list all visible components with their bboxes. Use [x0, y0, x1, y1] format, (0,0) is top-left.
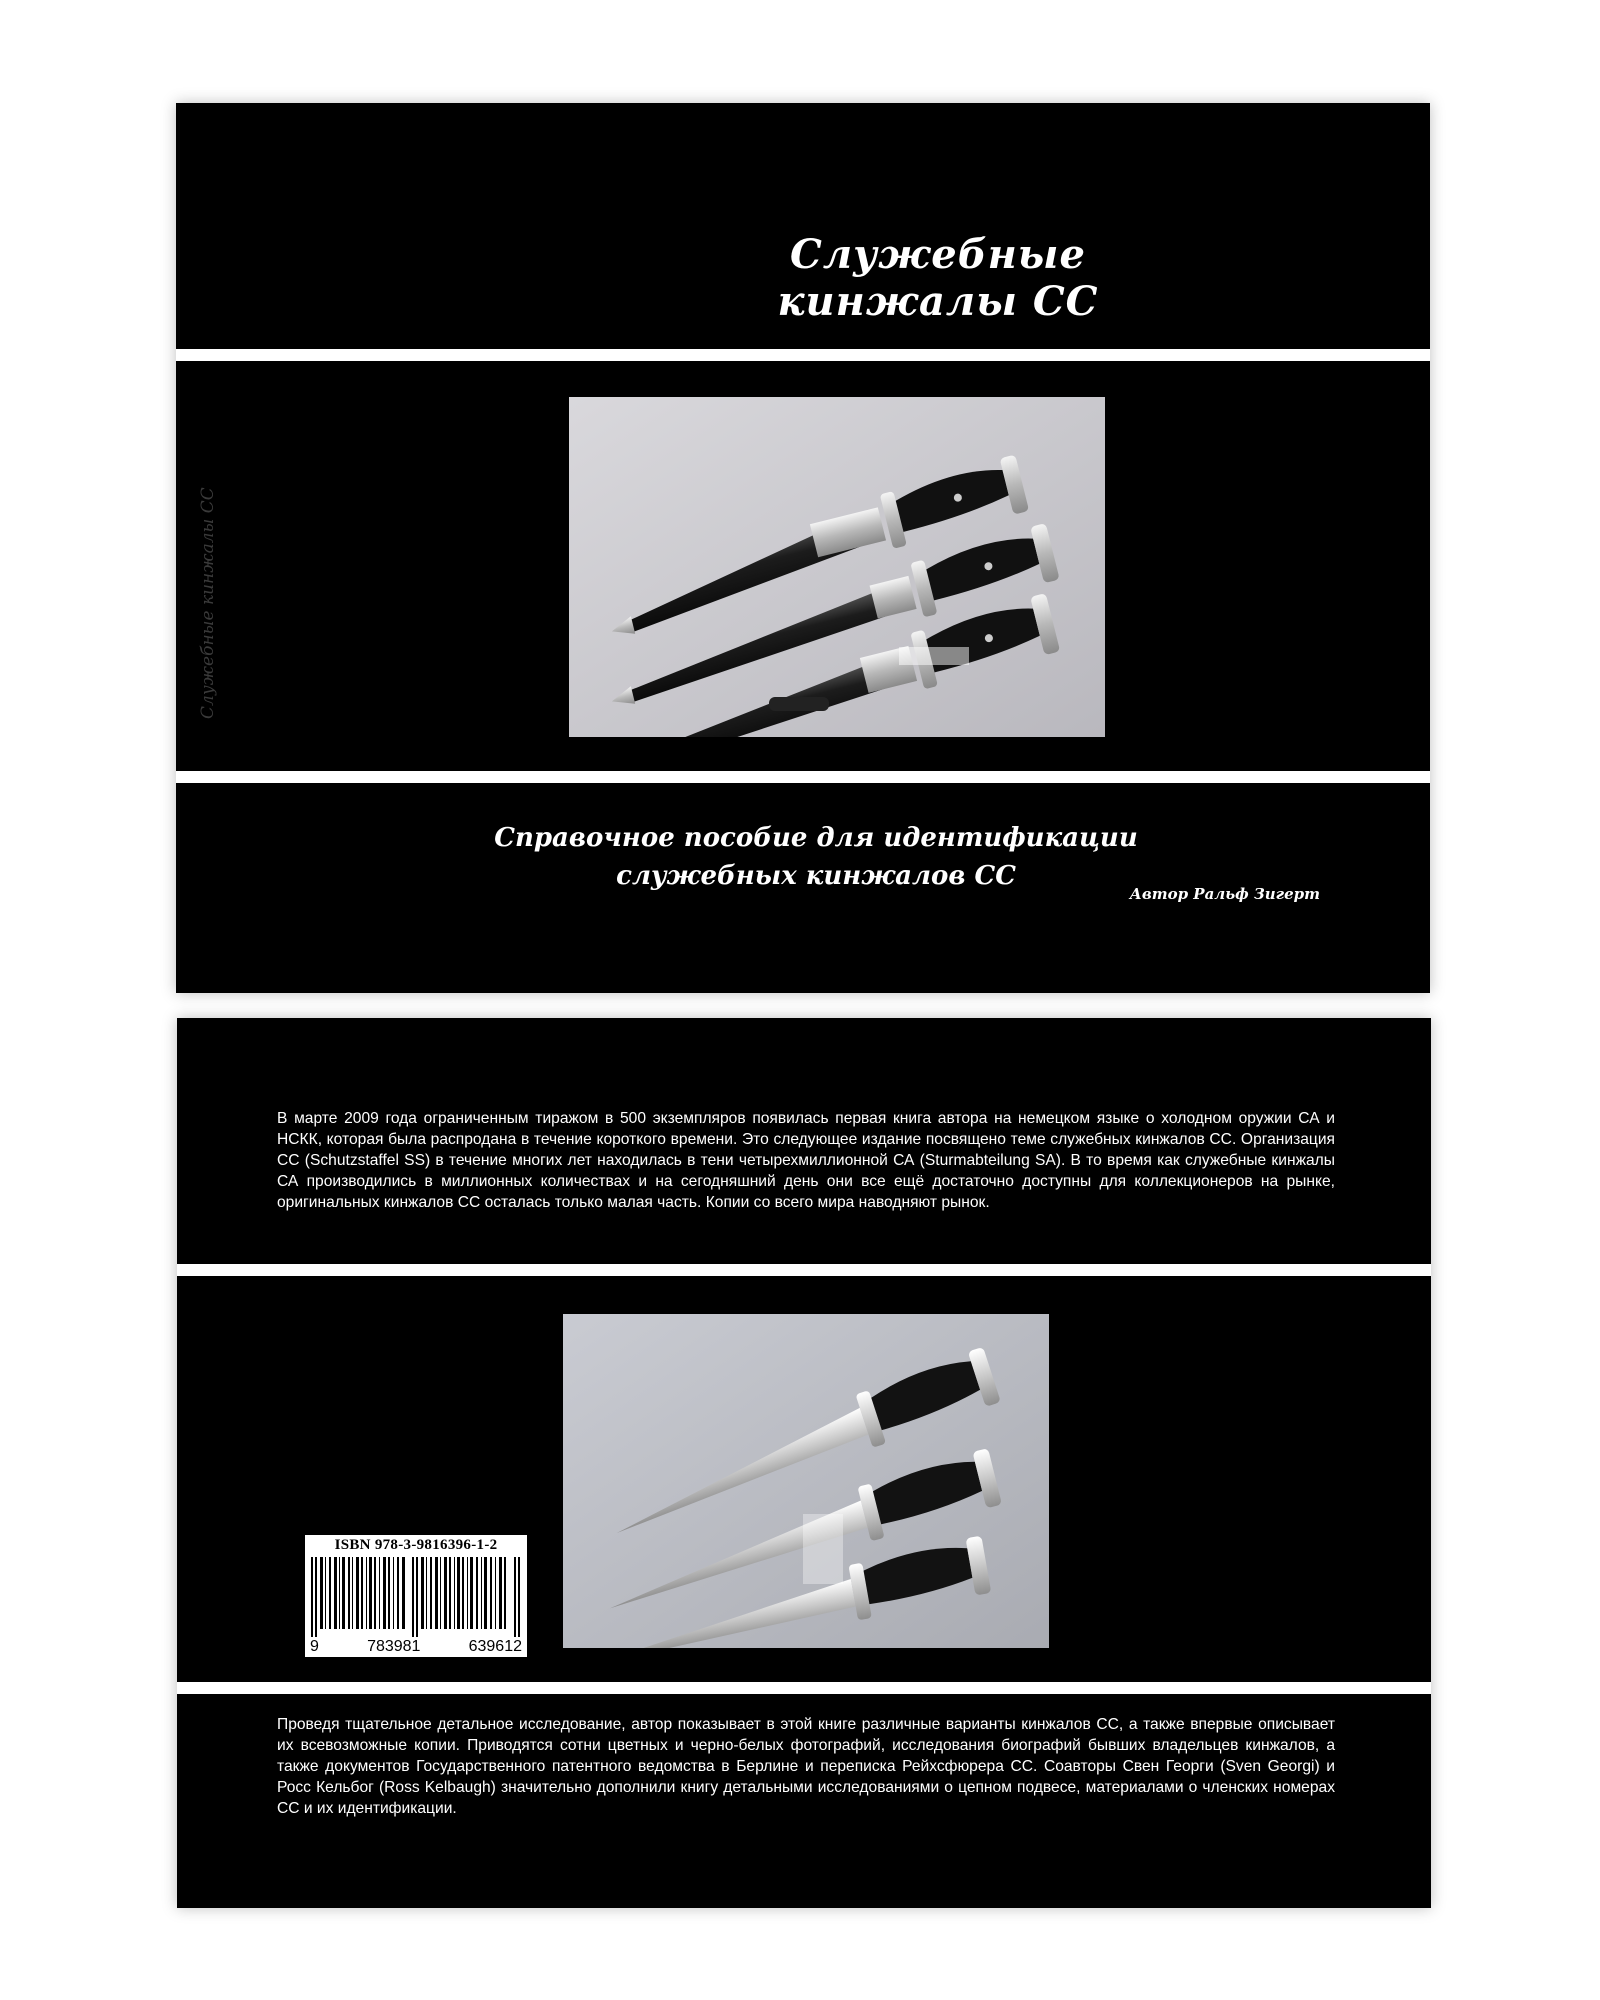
subtitle — [366, 819, 1266, 895]
unsheathed-daggers-photo — [563, 1314, 1049, 1648]
divider-band — [176, 771, 1430, 783]
front-cover — [176, 103, 1430, 993]
barcode-digits — [309, 1638, 523, 1656]
subtitle-line-2: служебных кинжалов СС — [616, 861, 1016, 891]
barcode-bars — [311, 1557, 521, 1637]
isbn-barcode — [305, 1535, 527, 1657]
author-name: Автор Ральф Зигерт — [1129, 885, 1320, 903]
back-cover — [177, 1018, 1431, 1908]
subtitle-line-1: Справочное пособие для идентификации — [494, 823, 1138, 853]
spine-title: Служебные кинжалы СС — [198, 487, 218, 719]
divider-band — [176, 349, 1430, 361]
barcode-digit-group: 783981 — [367, 1638, 421, 1655]
blurb-bottom: Проведя тщательное детальное исследование, автор показывает в этой книге различные варианты кинжалов СС, а также впервые описывает их всевозможные копии. Приводятся сотни цветных и черно-белых фотографий, исследования биографий бывших владельцев кинжалов, а также документов Государственного патентного ведомства в Берлине и переписка Рейхсфюрера СС. Соавторы Свен Георги (Sven Georgi) и Росс Кельбог (Ross Kelbaugh) значительно дополнили книгу детальными исследованиями о цепном подвесе, материалами о членских номерах СС и их идентификации. — [277, 1716, 1335, 1817]
divider-band — [177, 1682, 1431, 1694]
barcode-digit-group: 639612 — [468, 1638, 522, 1655]
daggers-illustration — [563, 1314, 1049, 1648]
divider-band — [177, 1264, 1431, 1276]
sheathed-daggers-photo — [569, 397, 1105, 737]
daggers-illustration — [569, 397, 1105, 737]
book-title: Служебные кинжалы СС — [777, 231, 1099, 325]
isbn-label: ISBN 978-3-9816396-1-2 — [334, 1537, 498, 1553]
blurb-top: В марте 2009 года ограниченным тиражом в 500 экземпляров появилась первая книга автора на немецком языке о холодном оружии СА и НСКК, которая была распродана в течение короткого времени. Это следующее издание посвящено теме служебных кинжалов СС. Организация СС (Schutzstaffel SS) в течение многих лет находилась в тени четырехмиллионной СА (Sturmabteilung SA). В то время как служебные кинжалы СА производились в миллионных количествах и на сегодняшний день они все ещё достаточно доступны для коллекционеров на рынке, оригинальных кинжалов СС осталась только малая часть. Копии со всего мира наводняют рынок. — [277, 1110, 1335, 1211]
barcode-digit-group: 9 — [310, 1638, 319, 1655]
